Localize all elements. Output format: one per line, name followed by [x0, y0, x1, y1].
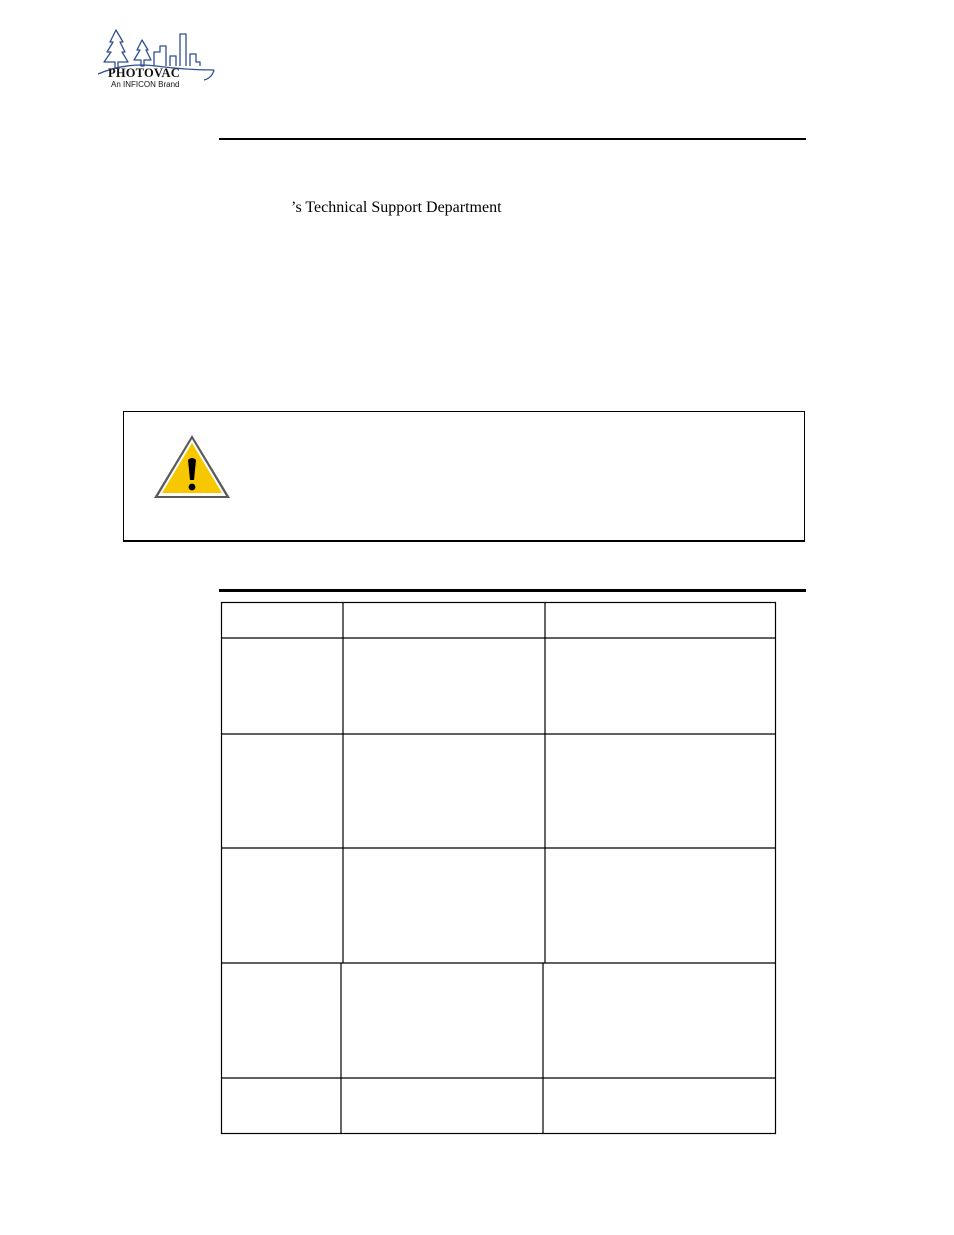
support-text: ’s Technical Support Department — [291, 199, 502, 216]
table-frame — [222, 603, 776, 1134]
brand-name: PHOTOVAC — [108, 66, 180, 80]
brand-tagline: An INFICON Brand — [111, 80, 180, 89]
